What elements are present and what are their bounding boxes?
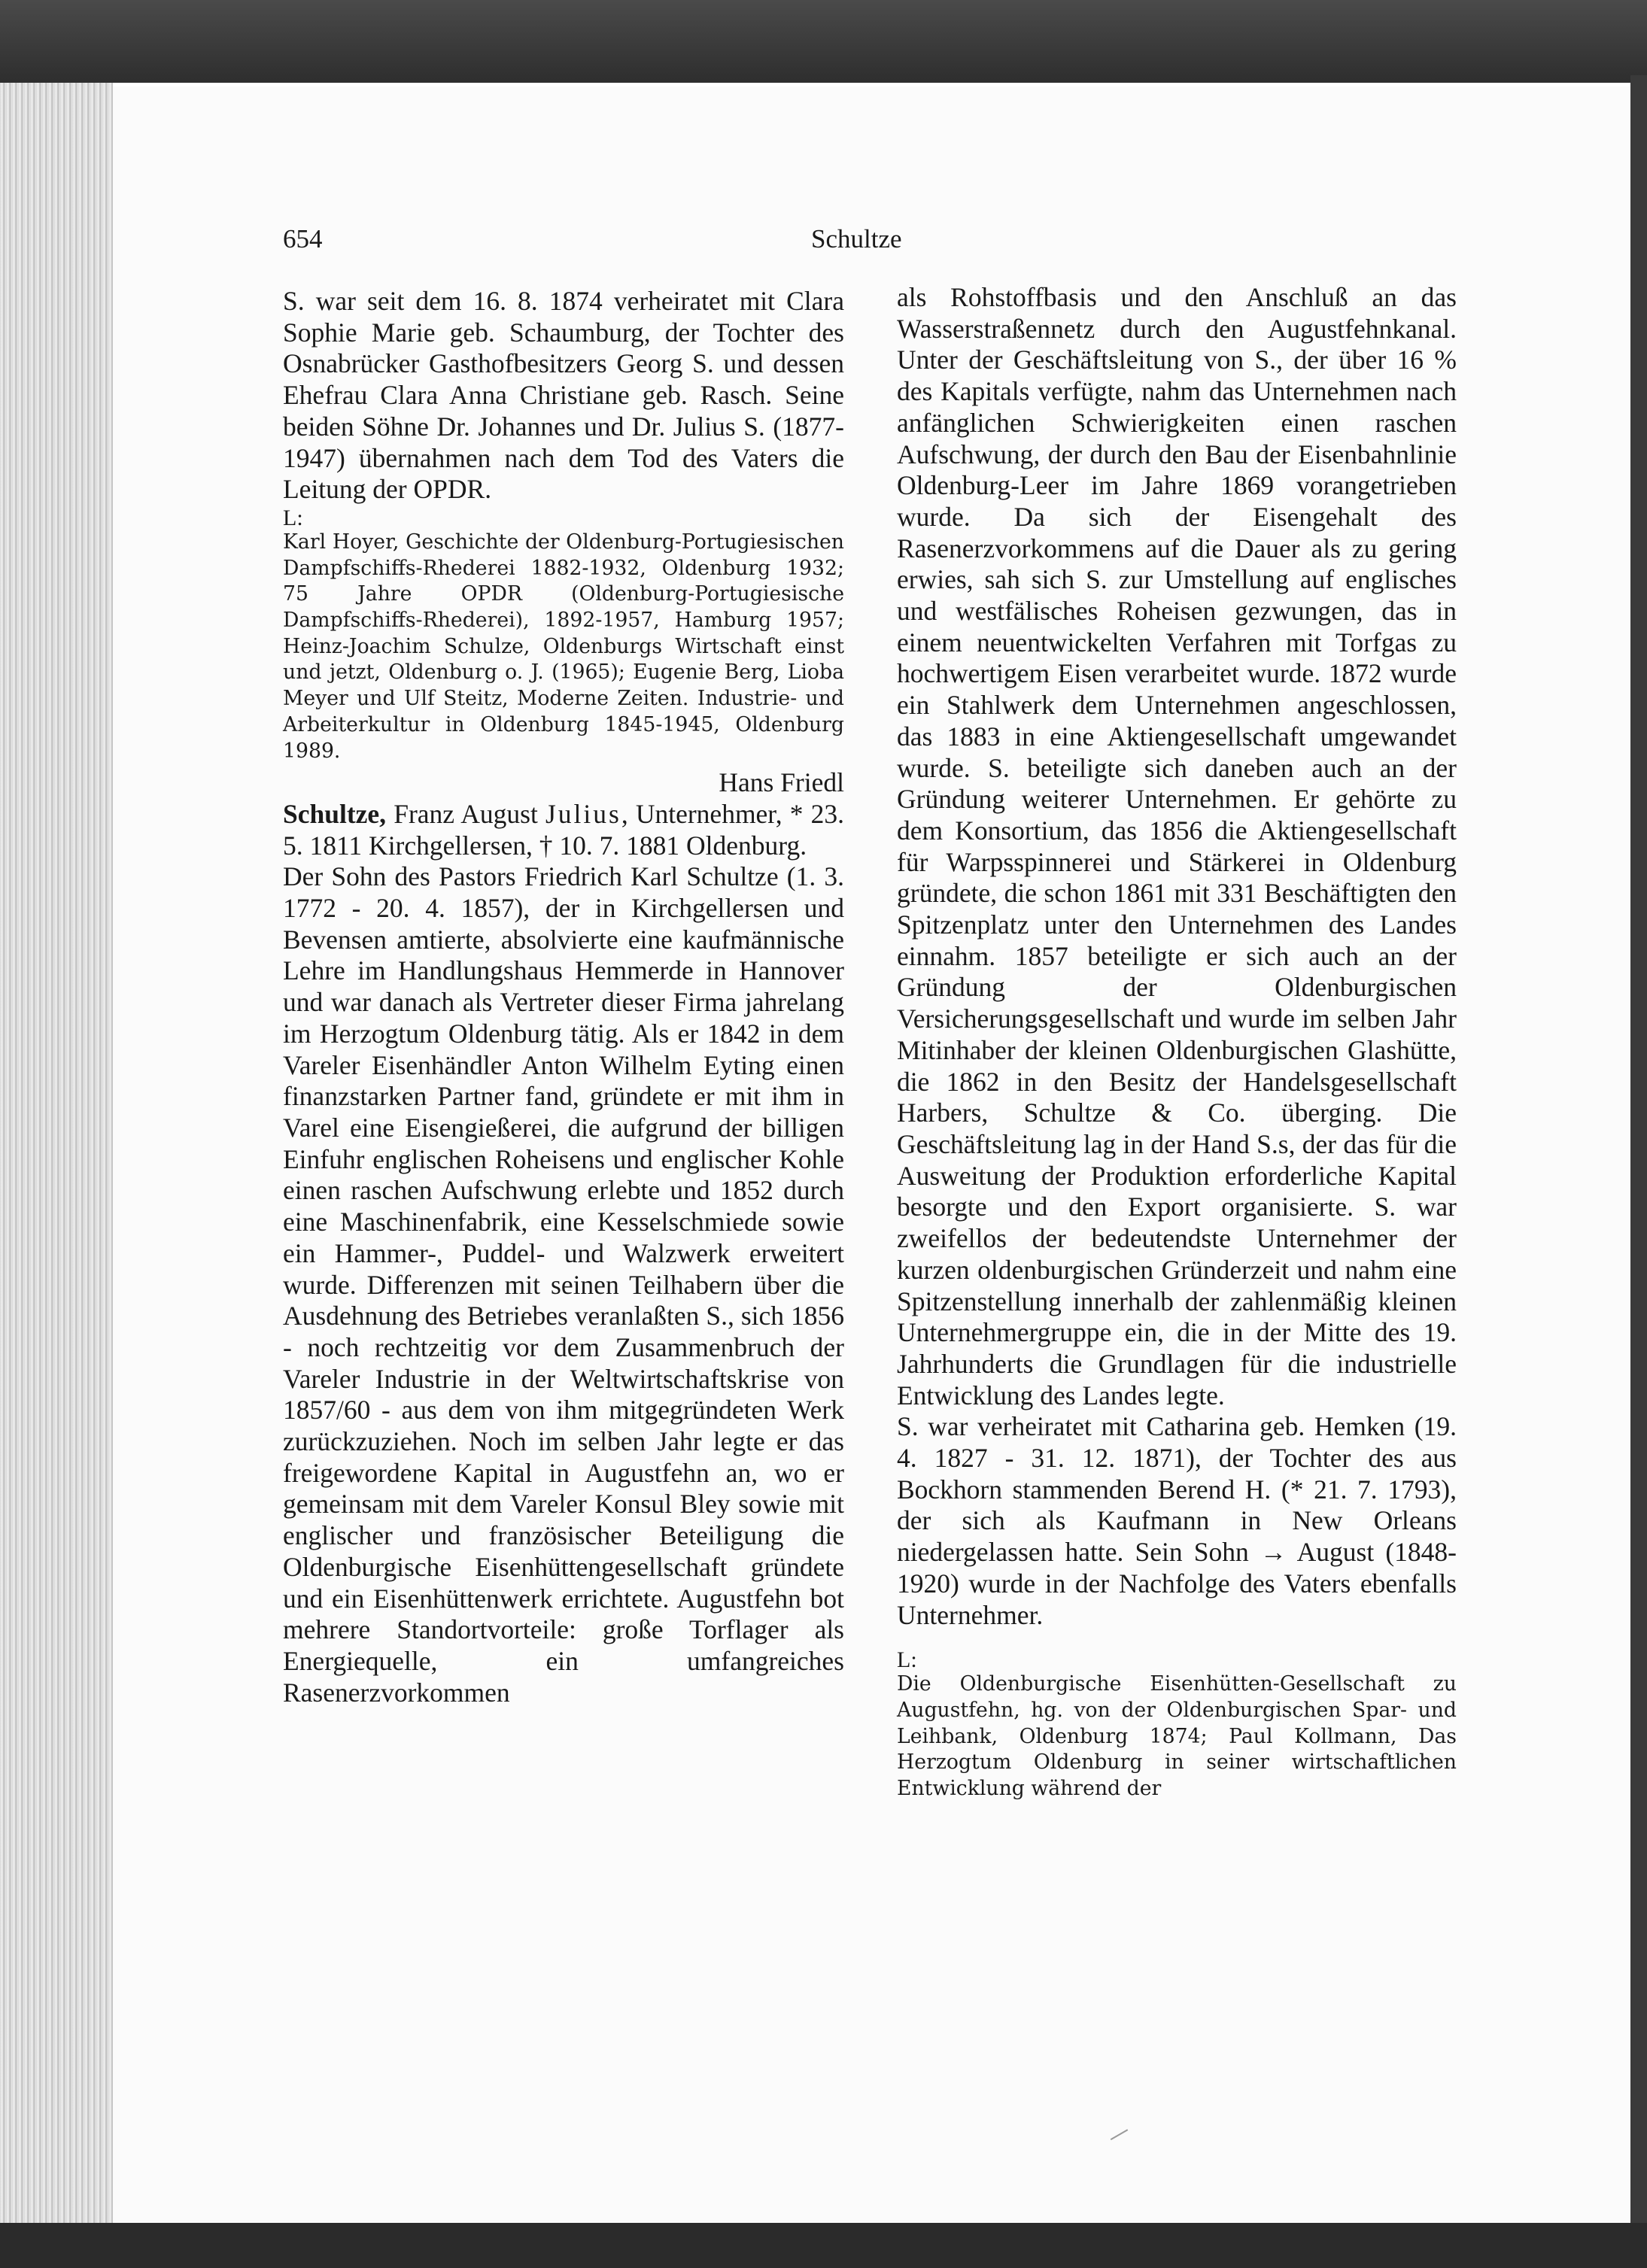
page-number: 654 xyxy=(283,224,323,254)
entry-lit-label: L: xyxy=(897,1647,917,1673)
scan-top-border xyxy=(0,0,1647,83)
scan-bottom-border xyxy=(0,2223,1647,2268)
prev-lit-label: L: xyxy=(283,505,303,530)
running-head: Schultze xyxy=(811,224,902,254)
author-signature: Hans Friedl xyxy=(719,767,844,798)
entry-literature: Die Oldenburgische Eisenhütten-Gesellschaft zu Augustfehn, hg. von der Oldenburgischen Spar- und Leihbank, Oldenburg 1874; Paul Kollmann, Das Herzogtum Oldenburg in seiner wirtschaftlichen Entwicklung während der xyxy=(897,1672,1457,1801)
entry-given-names: Franz August xyxy=(394,798,538,829)
prev-literature: Karl Hoyer, Geschichte der Oldenburg-Portugiesischen Dampfschiffs-Rhederei 1882-1932, Oldenburg 1932; 75 Jahre OPDR (Oldenburg-Portugiesische Dampfschiffs-Rhederei), 1892-1957, Hamburg 1957; Heinz-Joachim Schulze, Oldenburgs Wirtschaft einst und jetzt, Oldenburg o. J. (1965); Eugenie Berg, Lioba Meyer und Ulf Steitz, Moderne Zeiten. Industrie- und Arbeiterkultur in Oldenburg 1845-1945, Oldenburg 1989. xyxy=(283,530,844,763)
right-column xyxy=(897,282,1457,1802)
entry-body-left: Der Sohn des Pastors Friedrich Karl Schultze (1. 3. 1772 - 20. 4. 1857), der in Kirchgellersen und Bevensen amtierte, absolvierte eine kaufmännische Lehre im Handlungshaus Hemmerde in Hannover und war danach als Vertreter dieser Firma jahrelang im Herzogtum Oldenburg tätig. Als er 1842 in dem Vareler Eisenhändler Anton Wilhelm Eyting einen finanzstarken Partner fand, gründete er mit ihm in Varel eine Eisengießerei, die aufgrund der billigen Einfuhr englischen Roheisens und englischer Kohle einen raschen Aufschwung erlebte und 1852 durch eine Maschinenfabrik, eine Kesselschmiede sowie ein Hammer-, Puddel- und Walzwerk erweitert wurde. Differenzen mit seinen Teilhabern über die Ausdehnung des Betriebes veranlaßten S., sich 1856 - noch rechtzeitig vor dem Zusammenbruch der Vareler Industrie in der Weltwirtschaftskrise von 1857/60 - aus dem von ihm mitgegründeten Werk zurückzuziehen. Noch im selben Jahr legte er das freigewordene Kapital in Augustfehn an, wo er gemeinsam mit dem Vareler Konsul Bley sowie mit englischer und französischer Beteiligung die Oldenburgische Eisenhüttengesellschaft gründete und ein Eisenhüttenwerk errichtete. Augustfehn bot mehrere Standortvorteile: große Torflager als Energiequelle, ein umfangreiches Rasenerzvorkommen xyxy=(283,861,844,1708)
prev-entry-text: S. war seit dem 16. 8. 1874 verheiratet mit Clara Sophie Marie geb. Schaumburg, der Tochter des Osnabrücker Gasthofbesitzers Georg S. und dessen Ehefrau Clara Anna Christiane geb. Rasch. Seine beiden Söhne Dr. Johannes und Dr. Julius S. (1877-1947) übernahmen nach dem Tod des Vaters die Leitung der OPDR. xyxy=(283,286,844,505)
entry-surname: Schultze, xyxy=(283,798,387,829)
book-page-edges xyxy=(0,83,113,2223)
left-column xyxy=(283,286,844,1708)
entry-body-right: als Rohstoffbasis und den Anschluß an das Wasserstraßennetz durch den Augustfehnkanal. Unter der Geschäftsleitung von S., der über 16 % des Kapitals verfügte, nahm das Unternehmen nach anfänglichen Schwierigkeiten einen raschen Aufschwung, der durch den Bau der Eisenbahnlinie Oldenburg-Leer im Jahre 1869 vorangetrieben wurde. Da sich der Eisengehalt des Rasenerzvorkommens auf die Dauer als zu gering erwies, sah sich S. zur Umstellung auf englisches und westfälisches Roheisen gezwungen, das in einem neuentwickelten Verfahren mit Torfgas zu hochwertigem Eisen verarbeitet wurde. 1872 wurde ein Stahlwerk dem Unternehmen angeschlossen, das 1883 in eine Aktiengesellschaft umgewandet wurde. S. beteiligte sich daneben auch an der Gründung weiterer Unternehmen. Er gehörte zu dem Konsortium, das 1856 die Aktiengesellschaft für Warpsspinnerei und Stärkerei in Oldenburg gründete, die schon 1861 mit 331 Beschäftigten den Spitzenplatz unter den Unternehmen des Landes einnahm. 1857 beteiligte er sich auch an der Gründung der Oldenburgischen Versicherungsgesellschaft und wurde im selben Jahr Mitinhaber der kleinen Oldenburgischen Glashütte, die 1862 in den Besitz der Handelsgesellschaft Harbers, Schultze & Co. überging. Die Geschäftsleitung lag in der Hand S.s, der das für die Ausweitung der Produktion erforderliche Kapital besorgte und den Export organisierte. S. war zweifellos der bedeutendste Unternehmer der kurzen oldenburgischen Gründerzeit und nahm eine Spitzenstellung innerhalb der zahlenmäßig kleinen Unternehmergruppe ein, die in der Mitte des 19. Jahrhunderts die Grundlagen für die industrielle Entwicklung des Landes legte. xyxy=(897,282,1457,1410)
entry-header xyxy=(283,799,844,861)
entry-call-name: Julius xyxy=(545,798,621,829)
entry-family: S. war verheiratet mit Catharina geb. Hemken (19. 4. 1827 - 31. 12. 1871), der Tochter des aus Bockhorn stammenden Berend H. (* 21. 7. 1793), der sich als Kaufmann in New Orleans niedergelassen hatte. Sein Sohn → August (1848-1920) wurde in der Nachfolge des Vaters ebenfalls Unternehmer. xyxy=(897,1411,1457,1630)
scan-right-border xyxy=(1630,75,1647,2227)
entry-header-rest: , Unternehmer, * 23. 5. 1811 Kirchgellersen, † 10. 7. 1881 Oldenburg. xyxy=(283,798,845,861)
